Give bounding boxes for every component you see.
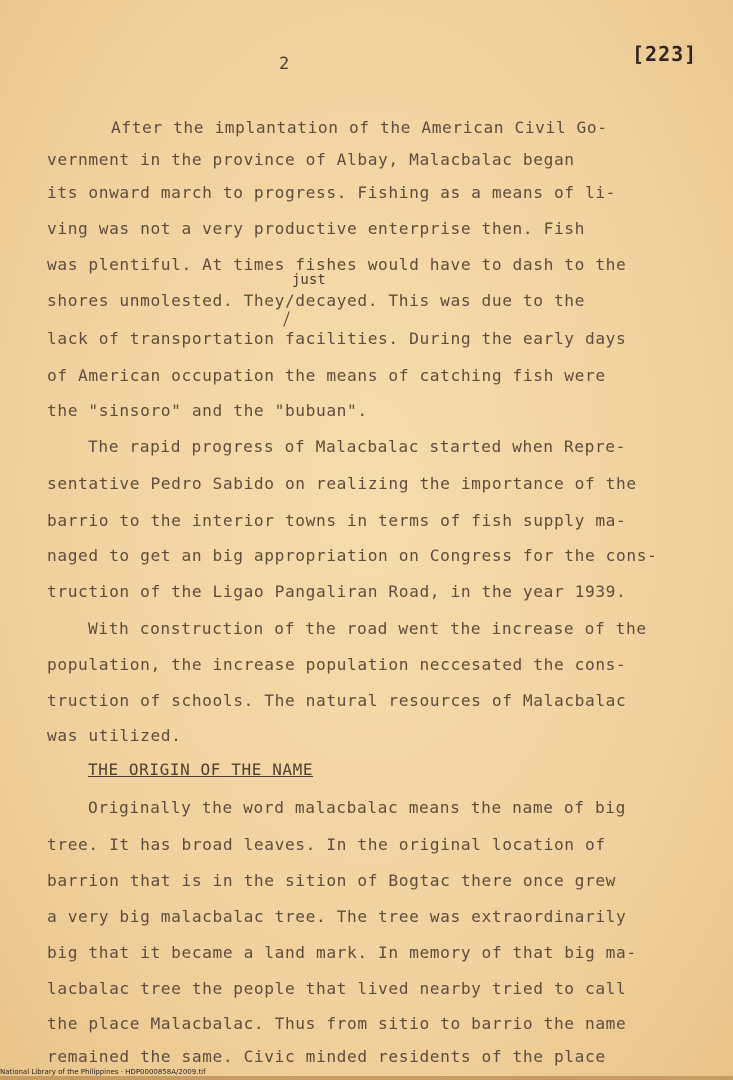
- text-line: truction of schools. The natural resources of Malacbalac: [47, 691, 627, 710]
- text-line: barrio to the interior towns in terms of fish supply ma-: [47, 511, 627, 530]
- text-line: The rapid progress of Malacbalac started when Repre-: [88, 437, 626, 456]
- text-line: ving was not a very productive enterprise then. Fish: [47, 219, 585, 238]
- text-line: big that it became a land mark. In memory of that big ma-: [47, 943, 637, 962]
- text-line: naged to get an big appropriation on Congress for the cons-: [47, 546, 658, 565]
- text-line: population, the increase population neccesated the cons-: [47, 655, 627, 674]
- scan-source-caption: National Library of the Philippines · HDP0000858A/2009.tif: [0, 1068, 206, 1076]
- scan-footer-bar: [0, 1076, 733, 1080]
- text-line: the "sinsoro" and the "bubuan".: [47, 401, 368, 420]
- archive-id-stamp: [223]: [632, 42, 698, 66]
- text-line: vernment in the province of Albay, Malacbalac began: [47, 150, 575, 169]
- text-line: was plentiful. At times fishes would have to dash to the: [47, 255, 627, 274]
- text-line: After the implantation of the American Civil Go-: [111, 118, 608, 137]
- text-line: remained the same. Civic minded residents of the place: [47, 1047, 606, 1066]
- text-line: truction of the Ligao Pangaliran Road, in the year 1939.: [47, 582, 627, 601]
- text-line: tree. It has broad leaves. In the original location of: [47, 835, 606, 854]
- text-line: a very big malacbalac tree. The tree was extraordinarily: [47, 907, 627, 926]
- text-line: was utilized.: [47, 726, 182, 745]
- text-line: the place Malacbalac. Thus from sitio to barrio the name: [47, 1014, 627, 1033]
- text-line: lacbalac tree the people that lived nearby tried to call: [47, 979, 627, 998]
- handwritten-insertion: just: [292, 272, 326, 288]
- page-number: 2: [279, 54, 290, 74]
- text-line: With construction of the road went the increase of the: [88, 619, 647, 638]
- text-line: shores unmolested. They/decayed. This was due to the: [47, 291, 585, 310]
- text-line: its onward march to progress. Fishing as a means of li-: [47, 183, 617, 202]
- text-line: barrion that is in the sition of Bogtac there once grew: [47, 871, 617, 890]
- section-heading: THE ORIGIN OF THE NAME: [88, 760, 314, 779]
- text-line: lack of transportation facilities. During the early days: [47, 329, 627, 348]
- text-line: of American occupation the means of catching fish were: [47, 366, 606, 385]
- insertion-caret: [283, 311, 289, 326]
- text-line: sentative Pedro Sabido on realizing the importance of the: [47, 474, 637, 493]
- text-line: Originally the word malacbalac means the name of big: [88, 798, 626, 817]
